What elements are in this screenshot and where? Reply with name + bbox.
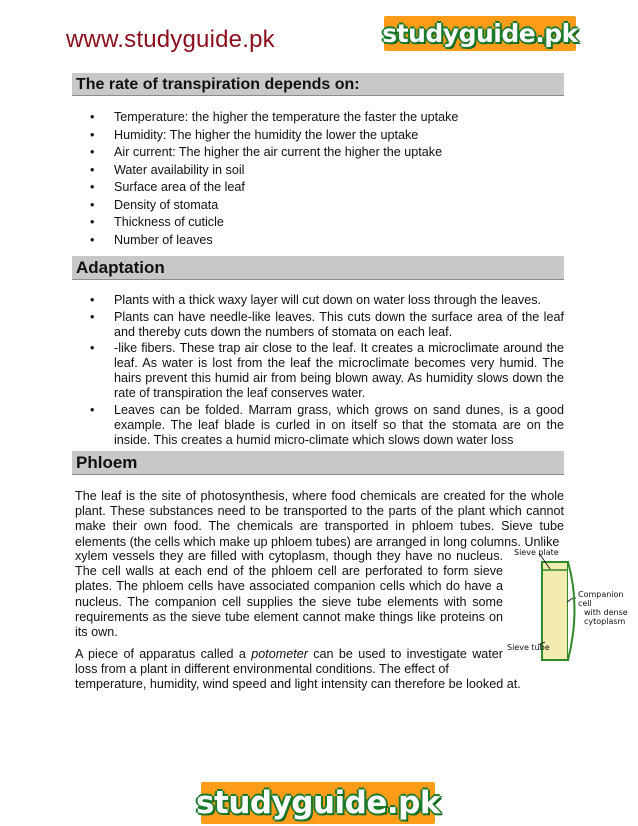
studyguide-logo-bottom[interactable]: studyguide.pk xyxy=(201,782,435,824)
list-item: • Humidity: The higher the humidity the lower the uptake xyxy=(72,127,552,145)
list-item: • Temperature: the higher the temperature the faster the uptake xyxy=(72,109,552,127)
phloem-paragraph: The leaf is the site of photosynthesis, where food chemicals are created for the whole plant. These substances need to be transported to the parts of the plant which cannot make their own food. The chemicals are transported in phloem tubes. Sieve tube elements (the cells which make up phloem tubes) are arranged in long columns. Unlike xyxy=(75,489,564,549)
label-sieve-tube: Sieve tube xyxy=(507,643,550,652)
label-companion-line-3: cytoplasm xyxy=(584,617,626,626)
list-item: • Surface area of the leaf xyxy=(72,179,552,197)
companion-cell-shape xyxy=(568,562,575,660)
label-sieve-plate: Sieve plate xyxy=(514,548,559,557)
rate-factor-list xyxy=(72,109,552,249)
label-companion-line-2: with dense xyxy=(584,608,628,617)
studyguide-logo-top[interactable]: studyguide.pk xyxy=(384,16,576,51)
list-item: • Water availability in soil xyxy=(72,162,552,180)
list-item: • Leaves can be folded. Marram grass, which grows on sand dunes, is a good example. The leaf blade is curled in on itself so that the stomata are on the inside. This creates a humid micro-climate which slows down water loss xyxy=(72,403,564,448)
list-item: • Plants can have needle-like leaves. This cuts down the surface area of the leaf and thereby cuts down the numbers of stomata on each leaf. xyxy=(72,310,564,340)
potometer-paragraph xyxy=(75,647,503,677)
section-heading-adaptation: Adaptation xyxy=(72,256,564,280)
list-item: • -like fibers. These trap air close to the leaf. It creates a microclimate around the leaf. As water is lost from the leaf the microclimate becomes very humid. The hairs prevent this humid air from being blown away. As humidity slows down the rate of transpiration the leaf conserves water. xyxy=(72,341,564,401)
label-companion-line-1: Companion cell xyxy=(578,590,624,608)
list-item: • Air current: The higher the air current the higher the uptake xyxy=(72,144,552,162)
list-item: • Density of stomata xyxy=(72,197,552,215)
section-heading-phloem: Phloem xyxy=(72,451,564,475)
site-url[interactable]: www.studyguide.pk xyxy=(66,26,275,53)
list-item: • Number of leaves xyxy=(72,232,552,250)
phloem-paragraph-continued: xylem vessels they are filled with cytoplasm, though they have no nucleus. The cell walls at each end of the phloem cell are perforated to form sieve plates. The phloem cells have associated companion cells which do have a nucleus. The companion cell supplies the sieve tube elements with some requirements as the sieve tube element cannot make things like proteins on its own. xyxy=(75,549,503,640)
potometer-paragraph-end: temperature, humidity, wind speed and light intensity can therefore be looked at. xyxy=(75,677,521,691)
section-heading-rate: The rate of transpiration depends on: xyxy=(72,73,564,96)
list-item: • Plants with a thick waxy layer will cut down on water loss through the leaves. xyxy=(72,293,564,308)
potometer-text-before: A piece of apparatus called a xyxy=(75,647,252,661)
potometer-term: potometer xyxy=(251,647,308,661)
label-companion-cell xyxy=(578,590,638,626)
adaptation-list xyxy=(72,293,564,449)
list-item: • Thickness of cuticle xyxy=(72,214,552,232)
potometer-text-after: can be used to investigate water loss from a plant in different environmental conditions. The effect of xyxy=(75,647,503,677)
